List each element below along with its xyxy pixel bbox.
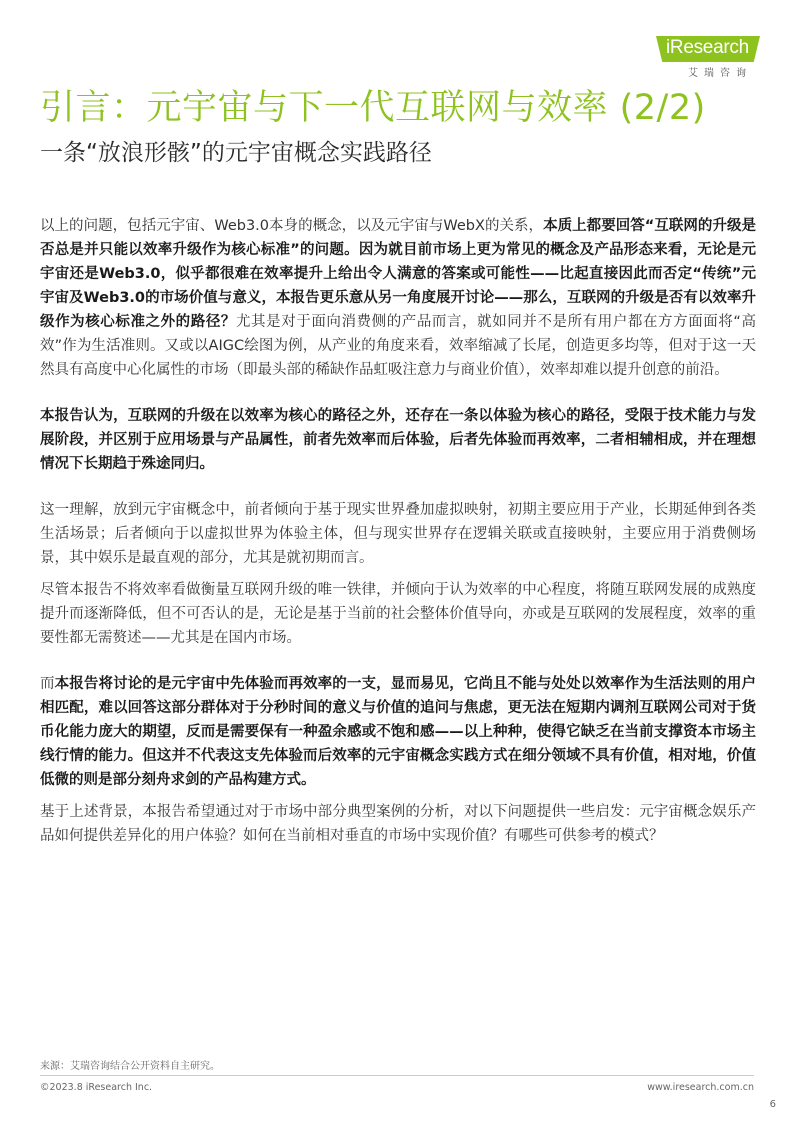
website-link[interactable]: www.iresearch.com.cn (647, 1082, 754, 1093)
page-title: 引言：元宇宙与下一代互联网与效率 (2/2) (40, 88, 706, 128)
paragraph-5 (40, 672, 756, 792)
paragraph-5-emphasis: 本报告将讨论的是元宇宙中先体验而再效率的一支，显而易见，它尚且不能与处处以效率作为生活法则的用户相匹配，难以回答这部分群体对于分秒时间的意义与价值的追问与焦虑，更无法在短期内调剂互联网公司对于货币化能力庞大的期望，反而是需要保有一种盈余感或不饱和感——以上种种，使得它缺乏在当前支撑资本市场主线行情的能力。但这并不代表这支先体验而后效率的元宇宙概念实践方式在细分领域不具有价值，相对地，价值低微的则是部分刻舟求剑的产品构建方式。 (40, 676, 757, 788)
copyright: ©2023.8 iResearch Inc. (40, 1082, 153, 1093)
logo-subtitle: 艾瑞咨询 (688, 68, 752, 79)
paragraph-3: 这一理解，放到元宇宙概念中，前者倾向于基于现实世界叠加虚拟映射，初期主要应用于产业，长期延伸到各类生活场景；后者倾向于以虚拟世界为体验主体，但与现实世界存在逻辑关联或直接映射，主要应用于消费侧场景，其中娱乐是最直观的部分，尤其是就初期而言。 (40, 502, 756, 566)
logo-brand: iResearch (666, 37, 749, 58)
footer-divider (40, 1075, 754, 1076)
paragraph-5-intro: 而 (40, 676, 55, 692)
body-text (40, 214, 756, 848)
paragraph-2 (40, 404, 756, 476)
paragraph-1 (40, 214, 756, 382)
paragraph-2-emphasis: 本报告认为，互联网的升级在以效率为核心的路径之外，还存在一条以体验为核心的路径，受限于技术能力与发展阶段，并区别于应用场景与产品属性，前者先效率而后体验，后者先体验而再效率，二者相辅相成，并在理想情况下长期趋于殊途同归。 (40, 408, 756, 472)
page-number: 6 (769, 1099, 776, 1110)
page-subtitle: 一条“放浪形骸”的元宇宙概念实践路径 (40, 140, 432, 166)
paragraph-1-rest: 尤其是对于面向消费侧的产品而言，就如同并不是所有用户都在方方面面将“高效”作为生活准则。又或以AIGC绘图为例，从产业的角度来看，效率缩减了长尾，创造更多均等，但对于这一天然具有高度中心化属性的市场（即最头部的稀缺作品虹吸注意力与商业价值），效率却难以提升创意的前沿。 (40, 314, 756, 378)
paragraph-1-intro: 以上的问题，包括元宇宙、Web3.0本身的概念，以及元宇宙与WebX的关系， (40, 218, 544, 234)
source-note: 来源：艾瑞咨询结合公开资料自主研究。 (40, 1061, 220, 1072)
iresearch-logo (652, 30, 764, 78)
paragraph-4: 尽管本报告不将效率看做衡量互联网升级的唯一铁律，并倾向于认为效率的中心程度，将随互联网发展的成熟度提升而逐渐降低，但不可否认的是，无论是基于当前的社会整体价值导向，亦或是互联网的发展程度，效率的重要性都无需赘述——尤其是在国内市场。 (40, 582, 756, 646)
paragraph-6: 基于上述背景，本报告希望通过对于市场中部分典型案例的分析，对以下问题提供一些启发：元宇宙概念娱乐产品如何提供差异化的用户体验？如何在当前相对垂直的市场中实现价值？有哪些可供参考的模式？ (40, 804, 756, 844)
paragraph-1-emphasis: 本质上都要回答“互联网的升级是否总是并只能以效率升级作为核心标准”的问题。因为就目前市场上更为常见的概念及产品形态来看，无论是元宇宙还是Web3.0，似乎都很难在效率提升上给出令人满意的答案或可能性——比起直接因此而否定“传统”元宇宙及Web3.0的市场价值与意义，本报告更乐意从另一角度展开讨论——那么，互联网的升级是否有以效率升级作为核心标准之外的路径？ (40, 218, 757, 330)
